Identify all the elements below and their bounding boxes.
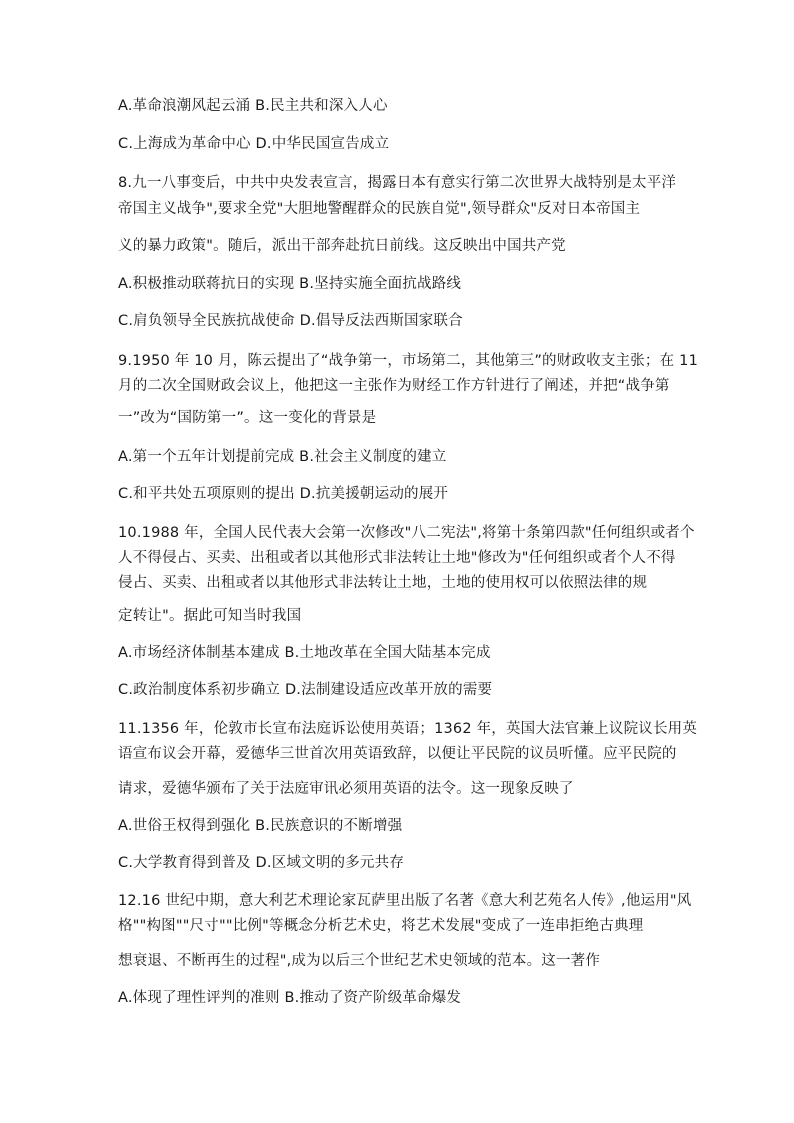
q12-options-ab: A.体现了理性评判的准则 B.推动了资产阶级革命爆发 <box>118 990 462 1006</box>
q9-options-cd: C.和平共处五项原则的提出 D.抗美援朝运动的展开 <box>118 486 449 502</box>
q10-stem-line-4: 定转让"。据此可知当时我国 <box>118 608 302 624</box>
q9-stem-line-3: 一”改为“国防第一”。这一变化的背景是 <box>118 410 377 426</box>
q8-options-ab: A.积极推动联蒋抗日的实现 B.坚持实施全面抗战路线 <box>118 276 462 292</box>
q10-stem-line-3: 侵占、买卖、出租或者以其他形式非法转让土地，土地的使用权可以依照法律的规 <box>118 575 648 591</box>
q11-stem-line-1: 11.1356 年，伦敦市长宣布法庭诉讼使用英语；1362 年，英国大法官兼上议院议长用英 <box>118 721 698 737</box>
q12-stem-line-2: 格""构图""尺寸""比例"等概念分析艺术史，将艺术发展"变成了一连串拒绝古典理 <box>118 918 644 934</box>
q9-stem-line-1: 9.1950 年 10 月，陈云提出了“战争第一，市场第二，其他第三”的财政收支主张；在 11 <box>118 353 698 369</box>
q12-stem-line-3: 想衰退、不断再生的过程",成为以后三个世纪艺术史领域的范本。这一著作 <box>118 953 601 969</box>
q9-stem-line-2: 月的二次全国财政会议上，他把这一主张作为财经工作方针进行了阐述，并把“战争第 <box>118 378 670 394</box>
q10-stem-line-2: 人不得侵占、买卖、出租或者以其他形式非法转让土地"修改为"任何组织或者个人不得 <box>118 550 676 566</box>
q10-options-ab: A.市场经济体制基本建成 B.土地改革在全国大陆基本完成 <box>118 645 491 661</box>
q11-stem-line-2: 语宣布议会开幕，爱德华三世首次用英语致辞，以便让平民院的议员听懂。应平民院的 <box>118 746 677 762</box>
q8-stem-line-3: 义的暴力政策"。随后，派出干部奔赴抗日前线。这反映出中国共产党 <box>118 238 566 254</box>
q8-stem-line-1: 8.九一八事变后，中共中央发表宣言，揭露日本有意实行第二次世界大战特别是太平洋 <box>118 175 677 191</box>
q11-options-ab: A.世俗王权得到强化 B.民族意识的不断增强 <box>118 818 403 834</box>
q12-stem-line-1: 12.16 世纪中期，意大利艺术理论家瓦萨里出版了名著《意大利艺苑名人传》,他运用"风 <box>118 893 692 909</box>
q8-options-cd: C.肩负领导全民族抗战使命 D.倡导反法西斯国家联合 <box>118 313 463 329</box>
q9-options-ab: A.第一个五年计划提前完成 B.社会主义制度的建立 <box>118 449 447 465</box>
q10-stem-line-1: 10.1988 年，全国人民代表大会第一次修改"八二宪法",将第十条第四款"任何组织或者个 <box>118 525 695 541</box>
q8-stem-line-2: 帝国主义战争",要求全党"大胆地警醒群众的民族自觉",领导群众"反对日本帝国主 <box>118 201 641 217</box>
q11-stem-line-3: 请求，爱德华颁布了关于法庭审讯必须用英语的法令。这一现象反映了 <box>118 781 574 797</box>
q7-options-ab: A.革命浪潮风起云涌 B.民主共和深入人心 <box>118 98 388 114</box>
q10-options-cd: C.政治制度体系初步确立 D.法制建设适应改革开放的需要 <box>118 682 493 698</box>
q7-options-cd: C.上海成为革命中心 D.中华民国宣告成立 <box>118 136 390 152</box>
q11-options-cd: C.大学教育得到普及 D.区域文明的多元共存 <box>118 855 405 871</box>
